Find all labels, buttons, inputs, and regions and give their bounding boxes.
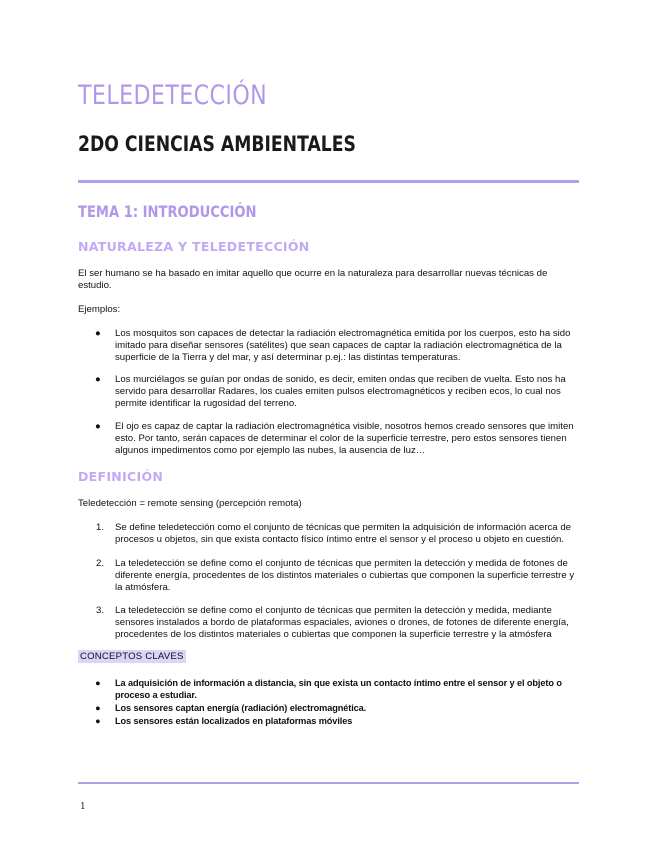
bottom-divider xyxy=(78,782,579,784)
bullet-icon: ● xyxy=(95,421,101,432)
bullet-icon: ● xyxy=(95,703,101,713)
section-heading-intro: TEMA 1: INTRODUCCIÓN xyxy=(78,202,257,221)
bullet-icon: ● xyxy=(95,716,101,726)
list-item: ● La adquisición de información a distancia, sin que exista un contacto íntimo entre el sensor y el objeto o proceso a estudiar. xyxy=(95,678,562,700)
bullet-icon: ● xyxy=(95,374,101,385)
list-item: ● Los sensores están localizados en plataformas móviles xyxy=(95,716,353,726)
top-divider xyxy=(78,180,579,183)
bullet-icon: ● xyxy=(95,678,101,688)
list-item: 3. La teledetección se define como el conjunto de técnicas que permiten la detección y medida, mediante sensores instalados a bordo de plataformas espaciales, aviones o drones, de fotones de diferente energía, procedentes de los distintos materiales o cubiertas que componen la superficie terrestre y la atmósfera xyxy=(96,605,569,640)
examples-label: Ejemplos: xyxy=(78,304,121,315)
list-item: ● Los murciélagos se guían por ondas de sonido, es decir, emiten ondas que reciben de vuelta. Esto nos ha servido para desarrollar Radares, los cuales emiten pulsos electromagnéticos y reciben ecos, lo cual nos permite identificar la rugosidad del terreno. xyxy=(95,374,566,409)
subheading-nature: NATURALEZA Y TELEDETECCIÓN xyxy=(78,239,310,254)
list-item: 2. La teledetección se define como el conjunto de técnicas que permiten la detección y medida de fotones de diferente energía, procedentes de los distintos materiales o cubiertas que componen la superficie terrestre y la atmósfera. xyxy=(96,558,575,593)
definition-intro: Teledetección = remote sensing (percepción remota) xyxy=(78,498,302,509)
page-number: 1 xyxy=(80,802,86,812)
list-item: ● El ojo es capaz de captar la radiación electromagnética visible, nosotros hemos creado sensores que imiten esto. Por tanto, serán capaces de determinar el color de la superficie terrestre, pero estos sensores tienen algunos impedimentos como por ejemplo las nubes, la ausencia de luz… xyxy=(95,421,574,456)
key-concepts-label: CONCEPTOS CLAVES xyxy=(80,651,184,662)
document-title: TELEDETECCIÓN xyxy=(78,80,268,111)
subheading-definition: DEFINICIÓN xyxy=(78,469,164,484)
intro-paragraph: El ser humano se ha basado en imitar aquello que ocurre en la naturaleza para desarrollar nuevas técnicas de estudio. xyxy=(78,268,548,291)
list-item: ● Los mosquitos son capaces de detectar la radiación electromagnética emitida por los cuerpos, esto ha sido imitado para diseñar sensores (satélites) que sean capaces de captar la radiación electromagnética de la superficie de la Tierra y del mar, y así determinar p.ej.: las distintas temperaturas. xyxy=(95,328,571,363)
bullet-icon: ● xyxy=(95,328,101,339)
list-item: ● Los sensores captan energía (radiación) electromagnética. xyxy=(95,703,367,713)
list-item: 1. Se define teledetección como el conjunto de técnicas que permiten la adquisición de información acerca de procesos u objetos, sin que exista contacto físico íntimo entre el sensor y el proceso u objeto en cuestión. xyxy=(96,522,571,545)
document-subtitle: 2DO CIENCIAS AMBIENTALES xyxy=(78,132,356,156)
